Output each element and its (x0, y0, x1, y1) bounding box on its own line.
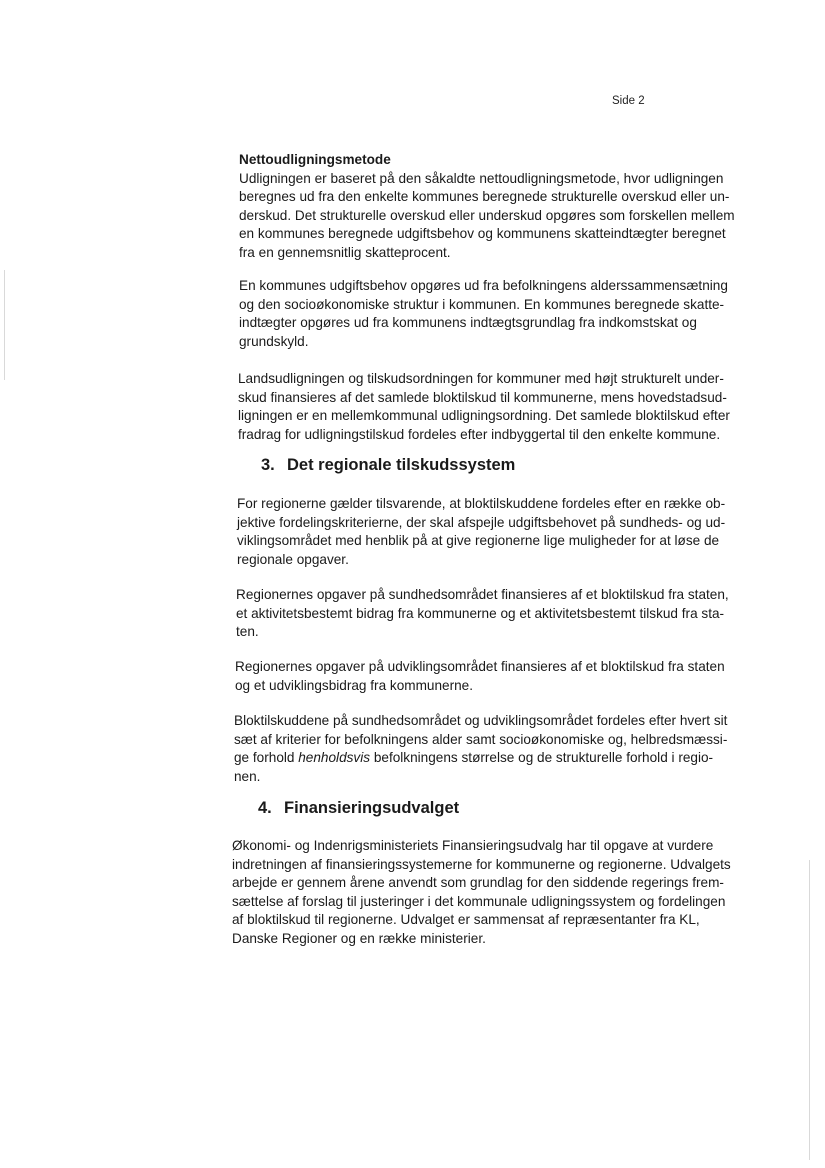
text-line: En kommunes udgiftsbehov opgøres ud fra befolkningens alderssammensætning (239, 278, 728, 293)
text-line: Landsudligningen og tilskudsordningen for kommuner med højt strukturelt under- (238, 371, 724, 386)
subheading-nettoudligningsmetode: Nettoudligningsmetode (239, 152, 391, 167)
paragraph-sundhedsomraadet (236, 586, 746, 642)
text-line: For regionerne gælder tilsvarende, at bloktilskuddene fordeles efter en række ob- (237, 496, 726, 511)
text-line: jektive fordelingskriterierne, der skal afspejle udgiftsbehovet på sundheds- og ud- (237, 514, 726, 530)
section-title: Finansieringsudvalget (284, 799, 460, 817)
text-line: og et udviklingsbidrag fra kommunerne. (235, 677, 474, 693)
text-line: ligningen er en mellemkommunal udligningsordning. Det samlede bloktilskud efter (238, 408, 730, 424)
text-line: beregnes ud fra den enkelte kommunes beregnede strukturelle overskud eller un- (239, 189, 730, 205)
text-line: Regionernes opgaver på sundhedsområdet finansieres af et bloktilskud fra staten, (236, 587, 729, 602)
text-line: fradrag for udligningstilskud fordeles efter indbyggertal til den enkelte kommune. (238, 426, 721, 442)
section-nettoudligning (239, 151, 749, 263)
text-line: Udligningen er baseret på den såkaldte nettoudligningsmetode, hvor udligningen (239, 170, 724, 186)
text-line: Regionernes opgaver på udviklingsområdet finansieres af et bloktilskud fra staten (235, 659, 725, 674)
text-line: derskud. Det strukturelle overskud eller underskud opgøres som forskellen mellem (239, 207, 735, 223)
text-line: regionale opgaver. (237, 551, 349, 567)
text-line: et aktivitetsbestemt bidrag fra kommunerne og et aktivitetsbestemt tilskud fra sta- (236, 605, 725, 621)
text-run: ge forhold (234, 750, 299, 766)
section-title: Det regionale tilskudssystem (287, 456, 516, 474)
text-line: skud finansieres af det samlede bloktilskud til kommunerne, mens hovedstadsud- (238, 389, 727, 405)
text-line: en kommunes beregnede udgiftsbehov og kommunens skatteindtægter beregnet (239, 226, 726, 242)
text-line: Danske Regioner og en række ministerier. (232, 930, 486, 946)
section-heading-3 (261, 456, 515, 475)
paragraph-landsudligning (238, 370, 748, 444)
text-line: Bloktilskuddene på sundhedsområdet og udviklingsområdet fordeles efter hvert sit (234, 713, 728, 728)
text-line: viklingsområdet med henblik på at give regionerne lige muligheder for at løse de (237, 533, 720, 549)
text-line: sæt af kriterier for befolkningens alder samt socioøkonomiske og, helbredsmæssi- (234, 731, 728, 747)
text-line: ten. (236, 624, 259, 640)
text-run: befolkningens størrelse og de strukturelle forhold i regio- (370, 750, 714, 766)
scan-artifact (4, 270, 5, 380)
paragraph-finansieringsudvalg (232, 837, 742, 949)
scan-artifact (809, 860, 810, 1160)
text-line: grundskyld. (239, 333, 309, 349)
paragraph-udgiftsbehov (239, 277, 749, 351)
text-line: arbejde er gennem årene anvendt som grundlag for den siddende regerings frem- (232, 875, 724, 891)
section-number: 4. (258, 799, 272, 817)
text-line (234, 749, 744, 768)
text-line: af bloktilskud til regionerne. Udvalget er sammensat af repræsentanter fra KL, (232, 912, 700, 928)
emphasis-henholdsvis: henholdsvis (298, 750, 371, 766)
text-line: indretningen af finansieringssystemerne for kommunerne og regionerne. Udvalgets (232, 856, 731, 872)
paragraph-udviklingsomraadet (235, 658, 745, 695)
text-line: fra en gennemsnitlig skatteprocent. (239, 244, 451, 260)
text-line: nen. (234, 768, 261, 784)
text-line: indtægter opgøres ud fra kommunens indtægtsgrundlag fra indkomstskat og (239, 315, 697, 331)
page-number: Side 2 (612, 95, 645, 107)
text-line: sættelse af forslag til justeringer i det kommunale udligningssystem og fordelingen (232, 893, 726, 909)
text-line: og den socioøkonomiske struktur i kommunen. En kommunes beregnede skatte- (239, 296, 725, 312)
paragraph-regioner (237, 495, 747, 569)
text-line: Økonomi- og Indenrigsministeriets Finansieringsudvalg har til opgave at vurdere (232, 838, 714, 853)
section-number: 3. (261, 456, 275, 474)
section-heading-4 (258, 799, 459, 818)
paragraph-bloktilskud (234, 712, 744, 786)
